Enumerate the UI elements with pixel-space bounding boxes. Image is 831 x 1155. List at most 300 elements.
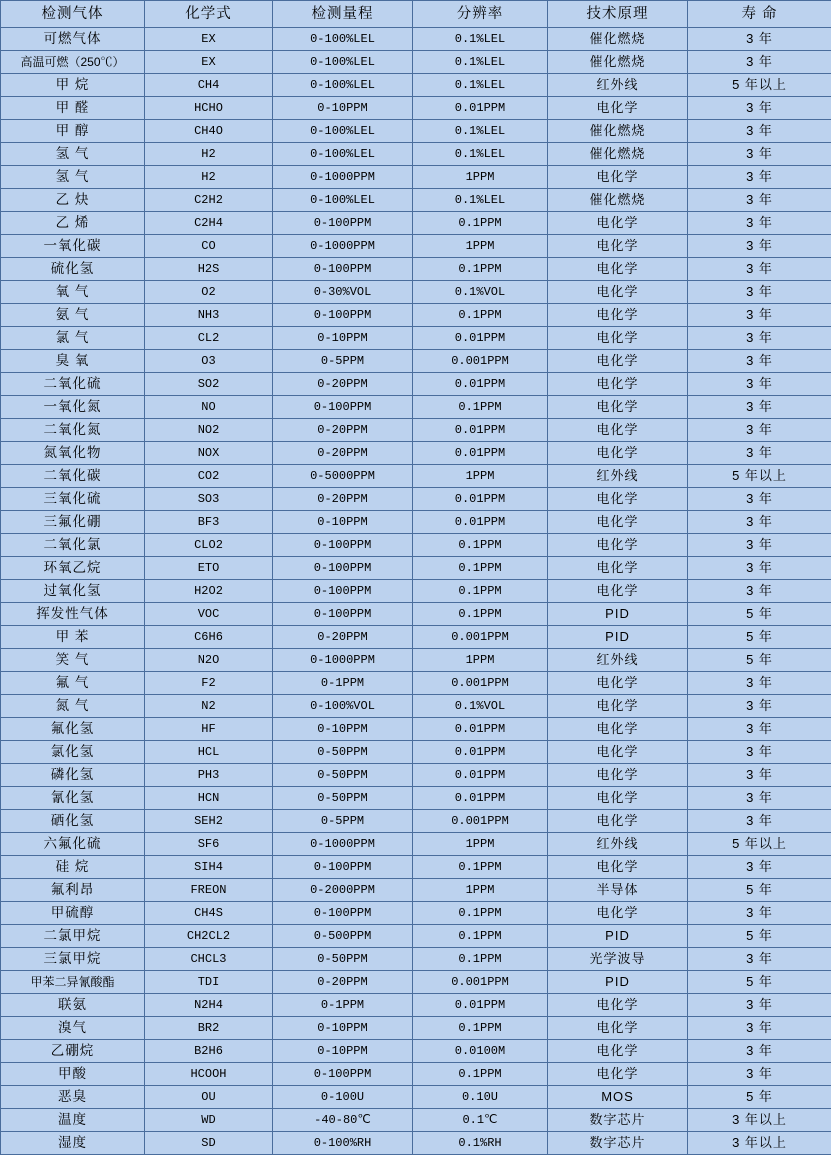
cell-chemical-formula: HCOOH (145, 1063, 273, 1086)
cell-chemical-formula: SEH2 (145, 810, 273, 833)
cell-gas-name: 磷化氢 (1, 764, 145, 787)
cell-chemical-formula: BF3 (145, 511, 273, 534)
cell-gas-name: 甲苯二异氰酸酯 (1, 971, 145, 994)
table-row (1, 672, 831, 695)
table-row (1, 994, 831, 1017)
cell-resolution: 0.001PPM (413, 971, 548, 994)
cell-resolution: 1PPM (413, 235, 548, 258)
cell-chemical-formula: SF6 (145, 833, 273, 856)
cell-resolution: 0.01PPM (413, 419, 548, 442)
cell-detection-range: 0-100PPM (273, 396, 413, 419)
cell-lifespan: 3 年 (688, 1040, 831, 1063)
cell-resolution: 0.1PPM (413, 580, 548, 603)
cell-chemical-formula: H2 (145, 143, 273, 166)
cell-resolution: 0.01PPM (413, 327, 548, 350)
cell-lifespan: 3 年 (688, 764, 831, 787)
cell-lifespan: 3 年 (688, 1063, 831, 1086)
cell-resolution: 1PPM (413, 879, 548, 902)
cell-technology: 电化学 (548, 419, 688, 442)
cell-lifespan: 3 年 (688, 672, 831, 695)
cell-technology: 电化学 (548, 810, 688, 833)
cell-gas-name: 甲 苯 (1, 626, 145, 649)
column-header-lifespan: 寿 命 (688, 1, 831, 28)
cell-detection-range: -40-80℃ (273, 1109, 413, 1132)
cell-gas-name: 一氧化氮 (1, 396, 145, 419)
cell-chemical-formula: WD (145, 1109, 273, 1132)
cell-lifespan: 5 年以上 (688, 465, 831, 488)
cell-technology: 催化燃烧 (548, 51, 688, 74)
cell-technology: PID (548, 925, 688, 948)
cell-gas-name: 氮 气 (1, 695, 145, 718)
cell-chemical-formula: SO3 (145, 488, 273, 511)
cell-technology: 半导体 (548, 879, 688, 902)
cell-resolution: 0.001PPM (413, 626, 548, 649)
cell-chemical-formula: ETO (145, 557, 273, 580)
cell-gas-name: 氨 气 (1, 304, 145, 327)
cell-chemical-formula: OU (145, 1086, 273, 1109)
cell-lifespan: 3 年 (688, 810, 831, 833)
cell-chemical-formula: HCHO (145, 97, 273, 120)
cell-detection-range: 0-5PPM (273, 350, 413, 373)
cell-chemical-formula: CO (145, 235, 273, 258)
cell-detection-range: 0-20PPM (273, 419, 413, 442)
cell-detection-range: 0-20PPM (273, 626, 413, 649)
cell-chemical-formula: FREON (145, 879, 273, 902)
table-row (1, 856, 831, 879)
cell-detection-range: 0-20PPM (273, 373, 413, 396)
cell-technology: 电化学 (548, 327, 688, 350)
cell-resolution: 0.01PPM (413, 511, 548, 534)
cell-lifespan: 5 年 (688, 603, 831, 626)
cell-technology: 催化燃烧 (548, 143, 688, 166)
cell-lifespan: 3 年 (688, 120, 831, 143)
cell-technology: 电化学 (548, 373, 688, 396)
cell-technology: 电化学 (548, 511, 688, 534)
cell-gas-name: 过氧化氢 (1, 580, 145, 603)
cell-detection-range: 0-100PPM (273, 212, 413, 235)
cell-detection-range: 0-1000PPM (273, 166, 413, 189)
cell-gas-name: 氮氧化物 (1, 442, 145, 465)
cell-technology: 电化学 (548, 994, 688, 1017)
cell-resolution: 1PPM (413, 649, 548, 672)
cell-detection-range: 0-50PPM (273, 948, 413, 971)
cell-detection-range: 0-1000PPM (273, 833, 413, 856)
table-row (1, 833, 831, 856)
cell-chemical-formula: CO2 (145, 465, 273, 488)
table-row (1, 810, 831, 833)
table-row (1, 419, 831, 442)
cell-resolution: 0.01PPM (413, 488, 548, 511)
cell-detection-range: 0-100U (273, 1086, 413, 1109)
cell-lifespan: 3 年 (688, 258, 831, 281)
cell-lifespan: 3 年 (688, 902, 831, 925)
cell-lifespan: 3 年 (688, 718, 831, 741)
cell-detection-range: 0-5PPM (273, 810, 413, 833)
table-header (1, 1, 831, 28)
cell-technology: 电化学 (548, 281, 688, 304)
table-row (1, 879, 831, 902)
cell-gas-name: 温度 (1, 1109, 145, 1132)
cell-chemical-formula: B2H6 (145, 1040, 273, 1063)
cell-resolution: 0.1%VOL (413, 695, 548, 718)
table-row (1, 189, 831, 212)
cell-gas-name: 三氧化硫 (1, 488, 145, 511)
cell-gas-name: 氢 气 (1, 166, 145, 189)
cell-chemical-formula: EX (145, 28, 273, 51)
cell-gas-name: 环氧乙烷 (1, 557, 145, 580)
cell-resolution: 0.01PPM (413, 373, 548, 396)
cell-lifespan: 3 年 (688, 442, 831, 465)
cell-lifespan: 3 年 (688, 948, 831, 971)
cell-gas-name: 三氯甲烷 (1, 948, 145, 971)
table-row (1, 787, 831, 810)
cell-resolution: 0.001PPM (413, 350, 548, 373)
cell-lifespan: 5 年 (688, 879, 831, 902)
cell-detection-range: 0-100PPM (273, 902, 413, 925)
cell-lifespan: 3 年 (688, 741, 831, 764)
cell-lifespan: 3 年 (688, 994, 831, 1017)
cell-technology: 电化学 (548, 212, 688, 235)
cell-chemical-formula: NO2 (145, 419, 273, 442)
cell-resolution: 1PPM (413, 166, 548, 189)
cell-lifespan: 3 年 (688, 856, 831, 879)
cell-lifespan: 3 年 (688, 419, 831, 442)
cell-resolution: 0.01PPM (413, 764, 548, 787)
cell-resolution: 0.01PPM (413, 787, 548, 810)
table-row (1, 258, 831, 281)
table-row (1, 442, 831, 465)
cell-chemical-formula: H2S (145, 258, 273, 281)
cell-lifespan: 3 年 (688, 373, 831, 396)
cell-lifespan: 3 年 (688, 235, 831, 258)
cell-chemical-formula: CH4O (145, 120, 273, 143)
cell-chemical-formula: N2 (145, 695, 273, 718)
cell-gas-name: 乙 炔 (1, 189, 145, 212)
cell-technology: 电化学 (548, 488, 688, 511)
cell-technology: 电化学 (548, 580, 688, 603)
cell-resolution: 0.1PPM (413, 396, 548, 419)
cell-gas-name: 氟利昂 (1, 879, 145, 902)
cell-gas-name: 恶臭 (1, 1086, 145, 1109)
cell-technology: 红外线 (548, 833, 688, 856)
cell-resolution: 0.1PPM (413, 304, 548, 327)
cell-detection-range: 0-50PPM (273, 787, 413, 810)
cell-chemical-formula: H2 (145, 166, 273, 189)
table-row (1, 143, 831, 166)
cell-gas-name: 氟化氢 (1, 718, 145, 741)
cell-technology: 电化学 (548, 672, 688, 695)
cell-technology: 催化燃烧 (548, 28, 688, 51)
table-row (1, 1063, 831, 1086)
cell-lifespan: 3 年 (688, 534, 831, 557)
cell-resolution: 0.1℃ (413, 1109, 548, 1132)
cell-resolution: 0.01PPM (413, 442, 548, 465)
cell-technology: 电化学 (548, 304, 688, 327)
cell-gas-name: 甲硫醇 (1, 902, 145, 925)
cell-detection-range: 0-500PPM (273, 925, 413, 948)
cell-chemical-formula: CLO2 (145, 534, 273, 557)
cell-chemical-formula: C6H6 (145, 626, 273, 649)
table-row (1, 28, 831, 51)
cell-technology: 电化学 (548, 534, 688, 557)
cell-gas-name: 氯化氢 (1, 741, 145, 764)
cell-lifespan: 3 年 (688, 51, 831, 74)
cell-gas-name: 挥发性气体 (1, 603, 145, 626)
cell-detection-range: 0-50PPM (273, 741, 413, 764)
cell-chemical-formula: CHCL3 (145, 948, 273, 971)
cell-chemical-formula: HF (145, 718, 273, 741)
cell-chemical-formula: HCL (145, 741, 273, 764)
cell-resolution: 0.1PPM (413, 534, 548, 557)
table-row (1, 120, 831, 143)
cell-gas-name: 氧 气 (1, 281, 145, 304)
cell-gas-name: 溴气 (1, 1017, 145, 1040)
cell-lifespan: 3 年 (688, 304, 831, 327)
cell-lifespan: 3 年以上 (688, 1132, 831, 1155)
cell-resolution: 0.1PPM (413, 1063, 548, 1086)
table-row (1, 1109, 831, 1132)
cell-detection-range: 0-100%LEL (273, 28, 413, 51)
cell-resolution: 0.1%LEL (413, 74, 548, 97)
cell-detection-range: 0-1000PPM (273, 649, 413, 672)
cell-resolution: 0.0100M (413, 1040, 548, 1063)
table-row (1, 235, 831, 258)
table-row (1, 649, 831, 672)
cell-lifespan: 3 年 (688, 488, 831, 511)
cell-gas-name: 甲酸 (1, 1063, 145, 1086)
column-header-chemical-formula: 化学式 (145, 1, 273, 28)
cell-lifespan: 3 年 (688, 166, 831, 189)
cell-detection-range: 0-1PPM (273, 672, 413, 695)
cell-chemical-formula: NH3 (145, 304, 273, 327)
cell-technology: PID (548, 971, 688, 994)
cell-gas-name: 臭 氧 (1, 350, 145, 373)
cell-technology: 电化学 (548, 741, 688, 764)
cell-chemical-formula: SD (145, 1132, 273, 1155)
cell-technology: 红外线 (548, 465, 688, 488)
cell-technology: 数字芯片 (548, 1109, 688, 1132)
cell-lifespan: 5 年 (688, 971, 831, 994)
cell-detection-range: 0-100PPM (273, 304, 413, 327)
table-row (1, 51, 831, 74)
cell-gas-name: 氟 气 (1, 672, 145, 695)
table-row (1, 902, 831, 925)
cell-detection-range: 0-50PPM (273, 764, 413, 787)
cell-lifespan: 3 年 (688, 787, 831, 810)
cell-technology: 催化燃烧 (548, 189, 688, 212)
table-row (1, 948, 831, 971)
cell-detection-range: 0-100%LEL (273, 189, 413, 212)
cell-lifespan: 5 年 (688, 1086, 831, 1109)
cell-lifespan: 3 年 (688, 1017, 831, 1040)
cell-gas-name: 一氧化碳 (1, 235, 145, 258)
cell-resolution: 0.1PPM (413, 258, 548, 281)
cell-detection-range: 0-2000PPM (273, 879, 413, 902)
table-row (1, 396, 831, 419)
table-row (1, 1017, 831, 1040)
cell-lifespan: 5 年以上 (688, 74, 831, 97)
cell-lifespan: 5 年以上 (688, 833, 831, 856)
cell-lifespan: 3 年 (688, 212, 831, 235)
cell-chemical-formula: H2O2 (145, 580, 273, 603)
cell-technology: 红外线 (548, 649, 688, 672)
cell-detection-range: 0-100%LEL (273, 143, 413, 166)
cell-resolution: 0.01PPM (413, 97, 548, 120)
cell-lifespan: 3 年 (688, 511, 831, 534)
cell-gas-name: 氢 气 (1, 143, 145, 166)
cell-detection-range: 0-1PPM (273, 994, 413, 1017)
cell-detection-range: 0-100PPM (273, 603, 413, 626)
cell-resolution: 0.10U (413, 1086, 548, 1109)
cell-gas-name: 二氧化氮 (1, 419, 145, 442)
column-header-detection-range: 检测量程 (273, 1, 413, 28)
cell-gas-name: 三氟化硼 (1, 511, 145, 534)
cell-lifespan: 3 年 (688, 28, 831, 51)
cell-technology: 电化学 (548, 350, 688, 373)
cell-technology: 电化学 (548, 97, 688, 120)
table-row (1, 212, 831, 235)
cell-detection-range: 0-10PPM (273, 327, 413, 350)
column-header-technology: 技术原理 (548, 1, 688, 28)
cell-lifespan: 5 年 (688, 649, 831, 672)
cell-technology: 红外线 (548, 74, 688, 97)
cell-chemical-formula: PH3 (145, 764, 273, 787)
cell-lifespan: 3 年 (688, 350, 831, 373)
cell-lifespan: 3 年 (688, 695, 831, 718)
cell-chemical-formula: CH2CL2 (145, 925, 273, 948)
cell-chemical-formula: C2H2 (145, 189, 273, 212)
table-row (1, 281, 831, 304)
cell-resolution: 0.01PPM (413, 994, 548, 1017)
cell-chemical-formula: CH4 (145, 74, 273, 97)
table-row (1, 74, 831, 97)
cell-technology: 电化学 (548, 258, 688, 281)
cell-technology: 电化学 (548, 856, 688, 879)
cell-lifespan: 3 年 (688, 396, 831, 419)
column-header-gas-name: 检测气体 (1, 1, 145, 28)
cell-gas-name: 二氧化氯 (1, 534, 145, 557)
cell-resolution: 0.1%LEL (413, 120, 548, 143)
table-row (1, 626, 831, 649)
cell-detection-range: 0-20PPM (273, 442, 413, 465)
cell-detection-range: 0-5000PPM (273, 465, 413, 488)
cell-resolution: 1PPM (413, 833, 548, 856)
cell-resolution: 0.1PPM (413, 925, 548, 948)
cell-gas-name: 硒化氢 (1, 810, 145, 833)
cell-gas-name: 硅 烷 (1, 856, 145, 879)
cell-chemical-formula: BR2 (145, 1017, 273, 1040)
cell-gas-name: 高温可燃（250℃） (1, 51, 145, 74)
cell-gas-name: 二氯甲烷 (1, 925, 145, 948)
cell-resolution: 0.1PPM (413, 603, 548, 626)
cell-chemical-formula: HCN (145, 787, 273, 810)
cell-resolution: 0.01PPM (413, 741, 548, 764)
cell-technology: 电化学 (548, 1017, 688, 1040)
table-row (1, 511, 831, 534)
cell-resolution: 0.1%VOL (413, 281, 548, 304)
cell-chemical-formula: NO (145, 396, 273, 419)
table-row (1, 925, 831, 948)
cell-technology: 电化学 (548, 718, 688, 741)
table-row (1, 327, 831, 350)
cell-detection-range: 0-100PPM (273, 580, 413, 603)
cell-technology: 电化学 (548, 902, 688, 925)
cell-chemical-formula: EX (145, 51, 273, 74)
cell-chemical-formula: N2H4 (145, 994, 273, 1017)
cell-chemical-formula: C2H4 (145, 212, 273, 235)
table-row (1, 373, 831, 396)
cell-resolution: 0.1%LEL (413, 143, 548, 166)
table-row (1, 603, 831, 626)
cell-lifespan: 3 年 (688, 580, 831, 603)
cell-technology: 电化学 (548, 1063, 688, 1086)
cell-resolution: 0.1PPM (413, 1017, 548, 1040)
cell-lifespan: 3 年 (688, 97, 831, 120)
cell-chemical-formula: N2O (145, 649, 273, 672)
cell-technology: 电化学 (548, 787, 688, 810)
cell-technology: 电化学 (548, 695, 688, 718)
table-header-row (1, 1, 831, 28)
cell-gas-name: 甲 醛 (1, 97, 145, 120)
cell-resolution: 1PPM (413, 465, 548, 488)
table-row (1, 465, 831, 488)
cell-resolution: 0.1PPM (413, 557, 548, 580)
cell-detection-range: 0-100%VOL (273, 695, 413, 718)
cell-technology: 电化学 (548, 396, 688, 419)
table-row (1, 557, 831, 580)
cell-technology: 光学波导 (548, 948, 688, 971)
table-row (1, 764, 831, 787)
cell-technology: 数字芯片 (548, 1132, 688, 1155)
cell-resolution: 0.1%LEL (413, 51, 548, 74)
cell-lifespan: 3 年 (688, 143, 831, 166)
cell-detection-range: 0-30%VOL (273, 281, 413, 304)
cell-detection-range: 0-100PPM (273, 1063, 413, 1086)
cell-chemical-formula: CH4S (145, 902, 273, 925)
cell-resolution: 0.1PPM (413, 902, 548, 925)
cell-detection-range: 0-10PPM (273, 1017, 413, 1040)
cell-chemical-formula: SIH4 (145, 856, 273, 879)
cell-detection-range: 0-10PPM (273, 97, 413, 120)
table-row (1, 304, 831, 327)
cell-lifespan: 3 年 (688, 189, 831, 212)
cell-gas-name: 乙 烯 (1, 212, 145, 235)
cell-lifespan: 3 年以上 (688, 1109, 831, 1132)
cell-technology: MOS (548, 1086, 688, 1109)
cell-gas-name: 氰化氢 (1, 787, 145, 810)
cell-detection-range: 0-1000PPM (273, 235, 413, 258)
cell-detection-range: 0-10PPM (273, 511, 413, 534)
cell-chemical-formula: CL2 (145, 327, 273, 350)
cell-chemical-formula: O2 (145, 281, 273, 304)
cell-lifespan: 3 年 (688, 327, 831, 350)
cell-detection-range: 0-10PPM (273, 1040, 413, 1063)
cell-resolution: 0.1%RH (413, 1132, 548, 1155)
cell-detection-range: 0-20PPM (273, 971, 413, 994)
cell-technology: 电化学 (548, 166, 688, 189)
cell-resolution: 0.1%LEL (413, 28, 548, 51)
cell-gas-name: 六氟化硫 (1, 833, 145, 856)
cell-gas-name: 甲 醇 (1, 120, 145, 143)
cell-detection-range: 0-20PPM (273, 488, 413, 511)
table-row (1, 1086, 831, 1109)
cell-detection-range: 0-10PPM (273, 718, 413, 741)
cell-resolution: 0.1PPM (413, 212, 548, 235)
cell-gas-name: 甲 烷 (1, 74, 145, 97)
cell-technology: 电化学 (548, 764, 688, 787)
cell-chemical-formula: O3 (145, 350, 273, 373)
cell-lifespan: 5 年 (688, 626, 831, 649)
